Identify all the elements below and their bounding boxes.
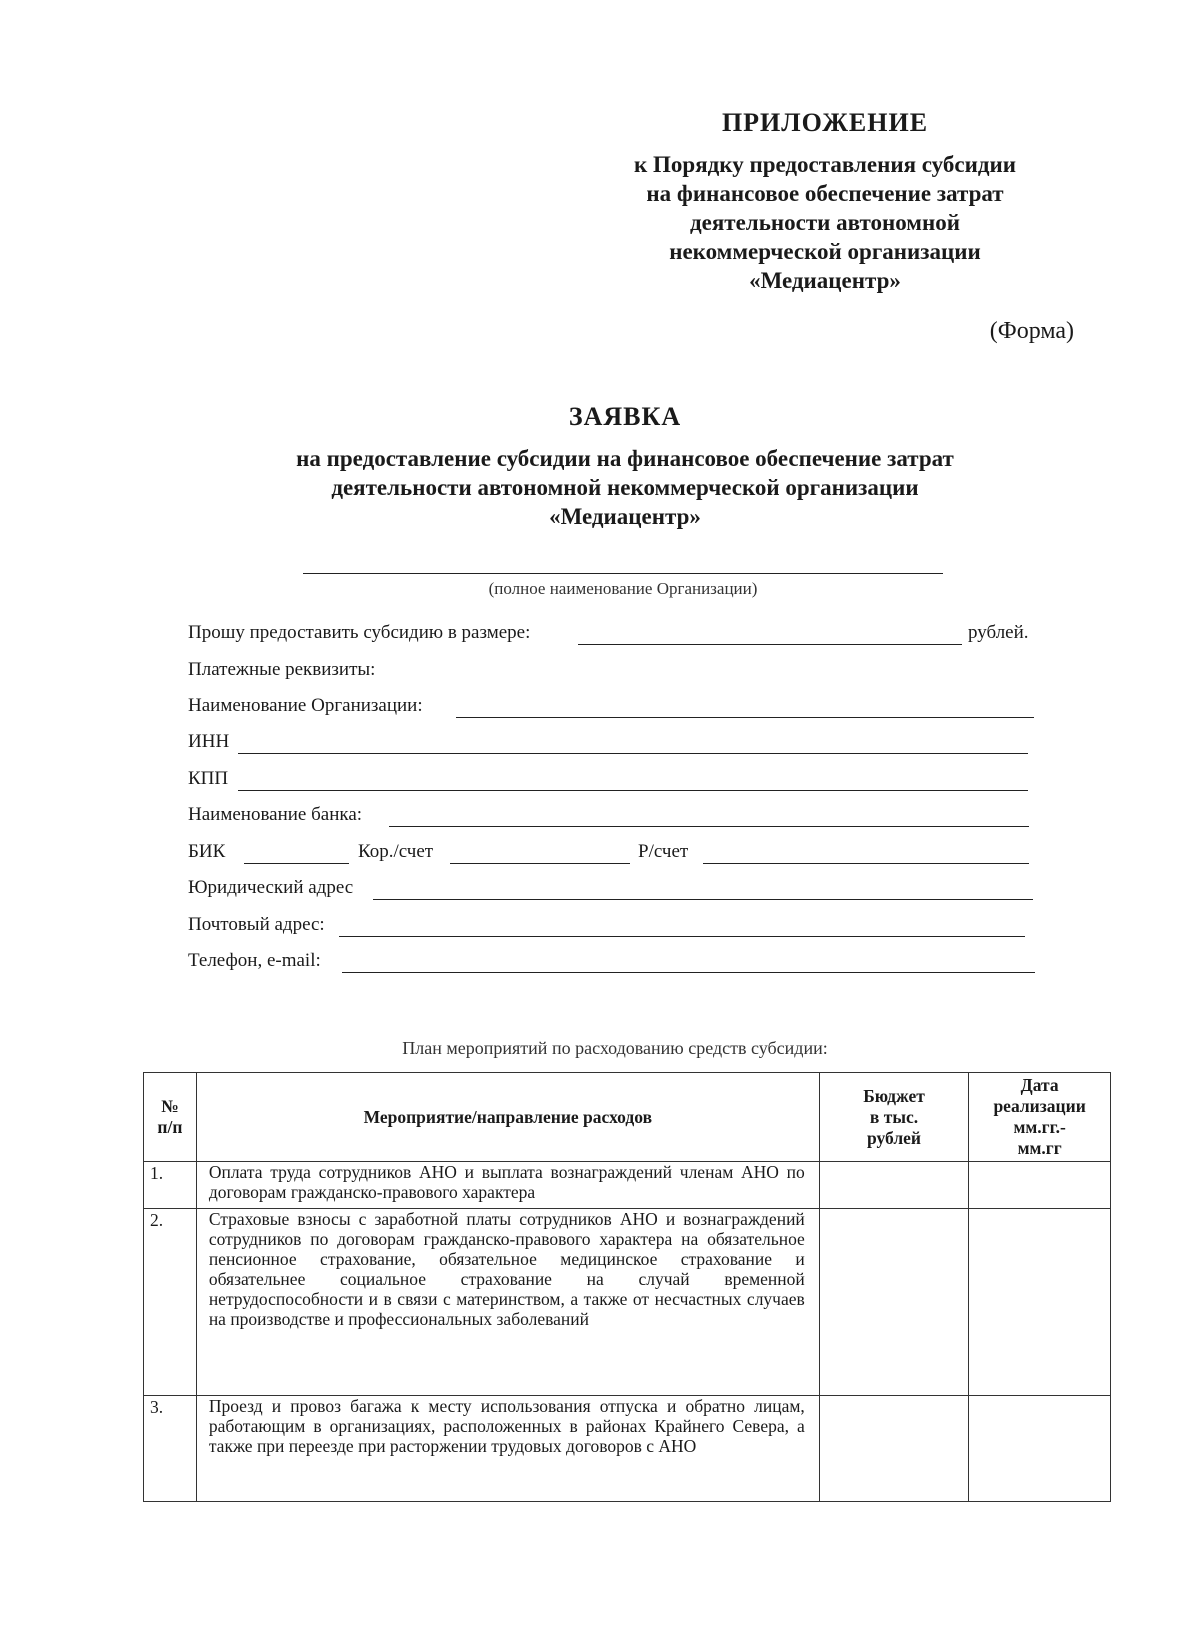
appendix-line: деятельности автономной [690,210,960,235]
inn-label: ИНН [188,731,230,752]
subsidy-amount-label: Прошу предоставить субсидию в размере: [188,622,531,643]
contact-blank[interactable] [342,972,1035,973]
subtitle-line: деятельности автономной некоммерческой организации [331,475,919,500]
subtitle-line: на предоставление субсидии на финансовое обеспечение затрат [296,446,954,471]
kor-account-blank[interactable] [450,863,630,864]
row-date-cell[interactable] [969,1209,1111,1396]
table-row [144,1162,1111,1209]
org-name-blank[interactable] [303,573,943,574]
row-description: Страховые взносы с заработной платы сотрудников АНО и вознаграждений сотрудников по договорам гражданско-правового характера на обязательное пенсионное страхование, обязательное медицинское страхование и обязательнее социальное страхование на случай временной нетрудоспособности и в связи с материнством, а также от несчастных случаев на производстве и профессиональных заболеваний [196,1209,819,1396]
subsidy-amount-blank[interactable] [578,644,962,645]
payment-details-label: Платежные реквизиты: [188,659,376,680]
kpp-blank[interactable] [238,790,1028,791]
header-num [144,1073,197,1162]
plan-caption: План мероприятий по расходованию средств субсидии: [402,1038,828,1058]
org-name-field-label: Наименование Организации: [188,695,423,716]
row-budget-cell[interactable] [819,1162,968,1209]
bik-label: БИК [188,841,226,862]
row-number: 3. [144,1396,197,1502]
row-budget-cell[interactable] [819,1396,968,1502]
document-subtitle [0,444,1200,531]
contact-label: Телефон, e-mail: [188,950,321,971]
appendix-line: «Медиацентр» [749,268,901,293]
appendix-line: к Порядку предоставления субсидии [634,152,1016,177]
header-event: Мероприятие/направление расходов [196,1073,819,1162]
header-date-line: Дата [1020,1075,1059,1095]
header-budget [819,1073,968,1162]
subsidy-unit: рублей. [968,622,1029,643]
expense-plan-table [143,1072,1111,1502]
inn-blank[interactable] [238,753,1028,754]
row-description: Проезд и провоз багажа к месту использования отпуска и обратно лицам, работающим в организациях, расположенных в районах Крайнего Севера, а также при переезде при расторжении трудовых договоров с АНО [196,1396,819,1502]
header-date-line: мм.гг [1017,1138,1062,1158]
settlement-account-blank[interactable] [703,863,1029,864]
kpp-label: КПП [188,768,229,789]
bank-name-blank[interactable] [389,826,1029,827]
bik-blank[interactable] [244,863,349,864]
appendix-line: некоммерческой организации [669,239,981,264]
row-number: 1. [144,1162,197,1209]
bank-name-label: Наименование банка: [188,804,363,825]
header-budget-line: рублей [867,1127,922,1148]
form-mark: (Форма) [989,318,1074,344]
org-name-caption: (полное наименование Организации) [488,579,758,598]
org-name-field-blank[interactable] [456,717,1034,718]
header-num-line: № [161,1096,179,1116]
header-date [969,1073,1111,1162]
row-date-cell[interactable] [969,1396,1111,1502]
row-date-cell[interactable] [969,1162,1111,1209]
header-date-line: мм.гг.- [1013,1117,1066,1137]
subsidy-amount-row [188,622,530,644]
kor-account-label: Кор./счет [358,841,434,862]
table-row [144,1209,1111,1396]
row-budget-cell[interactable] [819,1209,968,1396]
legal-address-blank[interactable] [373,899,1033,900]
appendix-block [590,108,1060,295]
legal-address-label: Юридический адрес [188,877,354,898]
row-number: 2. [144,1209,197,1396]
header-date-line: реализации [993,1096,1086,1116]
row-description: Оплата труда сотрудников АНО и выплата вознаграждений членам АНО по договорам гражданско-правового характера [196,1162,819,1209]
appendix-line: на финансовое обеспечение затрат [646,181,1004,206]
postal-address-blank[interactable] [339,936,1025,937]
table-header-row [144,1073,1111,1162]
postal-address-label: Почтовый адрес: [188,914,325,935]
header-budget-line: Бюджет [863,1085,925,1106]
table-row [144,1396,1111,1502]
subtitle-line: «Медиацентр» [549,504,701,529]
settlement-account-label: Р/счет [638,841,689,862]
document-title: ЗАЯВКА [568,402,682,431]
header-budget-line: в тыс. [869,1106,919,1127]
appendix-heading: ПРИЛОЖЕНИЕ [721,108,929,137]
header-num-line: п/п [157,1117,183,1137]
